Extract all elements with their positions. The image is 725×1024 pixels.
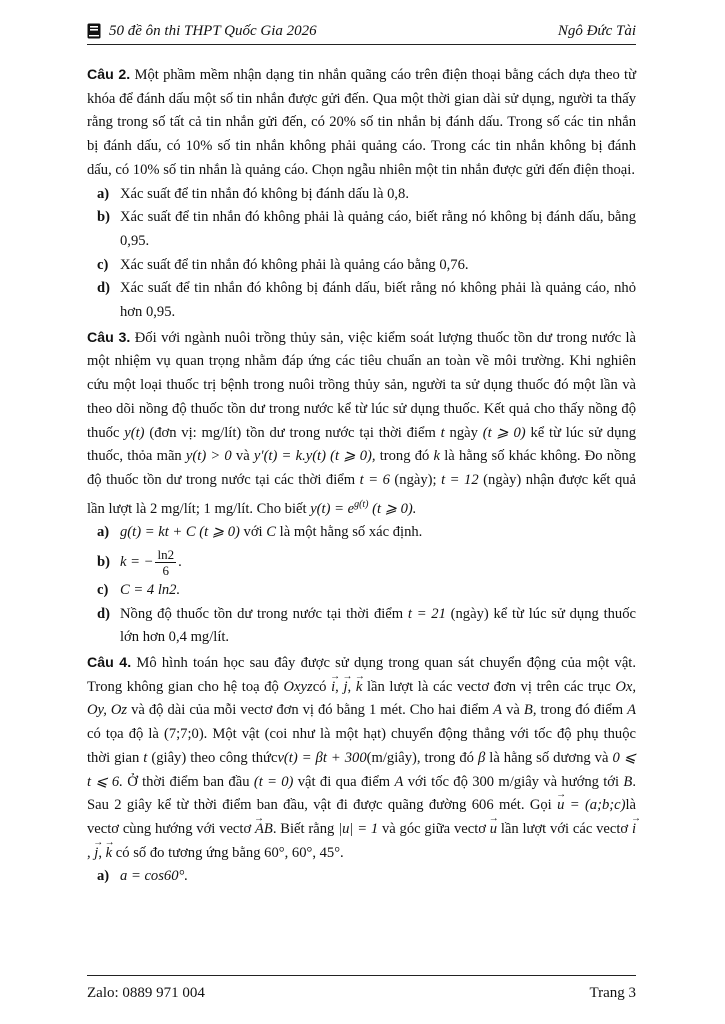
question-2-items	[87, 183, 636, 325]
math-exponent: g(t)	[354, 498, 369, 510]
question-3-text: ngày	[449, 424, 478, 441]
math-expr: Ox, Oy, Oz	[87, 678, 637, 719]
item-text-part: Nồng độ thuốc tồn dư trong nước tại thời điểm	[120, 605, 404, 622]
question-3-text: trong đó	[379, 448, 430, 465]
item-text: Xác suất để tin nhắn đó không phải là quảng cáo, biết rằng nó không bị đánh dấu, bằng 0,95.	[120, 209, 636, 249]
question-2-label: Câu 2.	[87, 67, 131, 83]
book-icon	[87, 23, 101, 39]
math-expr: C = 4 ln2.	[120, 581, 181, 598]
vector-j: → j	[343, 676, 347, 700]
fraction	[155, 547, 176, 578]
question-3-text: Đối với ngành nuôi trồng thủy sản, việc kiểm soát lượng thuốc tồn dư trong nước là một nhiệm vụ quan trọng nhằm đáp ứng các tiêu chuẩn an toàn về môi trường. Khi nghiên cứu một loại thuốc trị bệnh trong nuôi trồng thủy sản, người ta sử dụng thuốc đó một lần và theo dõi nồng độ thuốc tồn dư trong nước kể từ lúc sử dụng thuốc. Kết quả cho thấy nồng độ thuốc	[87, 329, 637, 441]
math-expr: y(t) > 0	[185, 448, 232, 465]
question-4-text: với tốc độ 300 m/giây và hướng tới	[407, 773, 620, 790]
question-4-text: có tọa độ là (7;7;0). Một vật (coi như là một hạt) chuyển động thẳng với tốc độ phụ thuộc thời gian	[87, 726, 636, 766]
item-text-part: (ngày) kể từ lúc sử dụng thuốc lớn hơn 0,4 mg/lít.	[120, 605, 636, 646]
item-label: d)	[97, 605, 110, 622]
math-expr: g(t) = kt + C (t ⩾ 0)	[120, 524, 240, 541]
math-expr: k = −	[120, 553, 154, 570]
math-expr: t = 21	[407, 605, 446, 622]
page-header	[87, 18, 636, 45]
item-text	[120, 545, 636, 579]
question-4-text: và	[506, 702, 520, 719]
math-expr: Oxyz	[283, 678, 313, 695]
item-text-part: với	[243, 524, 263, 541]
vector-k: → k	[106, 842, 112, 866]
item-text-part: .	[178, 553, 182, 570]
math-expr: t	[143, 749, 148, 766]
question-3-text: (ngày);	[394, 471, 437, 488]
vector-j: → j	[94, 842, 98, 866]
question-4-text: (giây) theo công thức	[151, 749, 278, 766]
math-expr: (t ⩾ 0).	[372, 500, 417, 517]
math-expr: A	[394, 773, 404, 790]
page-footer	[87, 975, 636, 1002]
header-author: Ngô Đức Tài	[557, 22, 636, 39]
math-expr: t = 12	[441, 471, 479, 488]
question-4-text: (m/giây), trong đó	[366, 749, 474, 766]
question-2-item-c	[87, 254, 636, 278]
header-title: 50 đề ôn thi THPT Quốc Gia 2026	[109, 22, 317, 39]
fraction-denominator: 6	[162, 563, 170, 579]
vector-ab: → AB	[255, 818, 273, 842]
item-text	[120, 603, 636, 650]
item-label: b)	[97, 553, 110, 570]
question-3-text: (ngày) nhận được kết quả lần lượt là 2 mg/lít; 1 mg/lít. Cho biết	[87, 471, 637, 517]
question-4: Câu 4. Mô hình toán học sau đây được sử dụng trong quan sát chuyển động của một vật. Trong không gian cho hệ toạ độ Oxyzcó → i, → j, → k lần lượt là các vectơ đơn vị trên các trục Ox, Oy, Oz và độ dài của mỗi vectơ đơn vị đó bằng 1 mét. Cho hai điểm A và B, trong đó điểm A có tọa độ là (7;7;0). Một vật (coi như là một hạt) chuyển động thẳng với tốc độ phụ thuộc thời gian t (giây) theo công thứcv(t) = βt + 300(m/giây), trong đó β là hằng số dương và 0 ⩽ t ⩽ 6. Ở thời điểm ban đầu (t = 0) vật đi qua điểm A với tốc độ 300 m/giây và hướng tới B. Sau 2 giây kể từ thời điểm ban đầu, vật đi được quãng đường 606 mét. Gọi → u = (a;b;c)là vectơ cùng hướng với vectơ → AB. Biết rằng |u| = 1 và góc giữa vectơ → u lần lượt với các vectơ → i, → j, → k có số đo tương ứng bằng 60°, 60°, 45°.	[87, 652, 636, 865]
question-4-text: và góc giữa vectơ	[381, 820, 486, 837]
question-3-items	[87, 521, 636, 650]
math-expr: C	[266, 524, 276, 541]
item-text: Xác suất để tin nhắn đó không phải là quảng cáo bằng 0,76.	[120, 256, 469, 273]
question-3-item-d	[87, 603, 636, 650]
math-expr: = (a;b;c)	[569, 797, 626, 814]
question-4-text: . Biết rằng	[272, 820, 335, 837]
question-2-body: Một phầm mềm nhận dạng tin nhắn quãng cáo trên điện thoại bằng cách dựa theo từ khóa để đánh dấu một số tin nhắn được gửi đến. Qua một thời gian dài sử dụng, người ta thấy rằng trong số tất cả tin nhắn gửi đến, có 20% số tin nhắn bị đánh dấu. Trong số các tin nhắn bị đánh dấu, có 10% số tin nhắn không phải quảng cáo. Trong các tin nhắn không bị đánh dấu, có 10% số tin nhắn là quảng cáo. Chọn ngẫu nhiên một tin nhắn được gửi đến điện thoại.	[87, 67, 636, 178]
item-label: c)	[97, 581, 109, 598]
question-4-label: Câu 4.	[87, 655, 132, 672]
question-3-label: Câu 3.	[87, 329, 131, 346]
question-4-items	[87, 865, 636, 889]
vector-u: → u	[557, 794, 564, 818]
question-2-item-d	[87, 277, 636, 324]
question-3-text: kể từ lúc sử dụng thuốc, thỏa mãn	[87, 424, 636, 465]
question-4-text: lần lượt là các vectơ đơn vị trên các trục	[366, 678, 611, 695]
math-expr: t	[440, 424, 445, 441]
question-3-item-c	[87, 579, 636, 603]
math-base: y(t) = e	[310, 500, 355, 517]
math-expr: 0 ⩽ t ⩽ 6.	[87, 749, 636, 790]
question-3-text: và	[235, 448, 250, 465]
question-4-text: . Sau 2 giây kể từ thời điểm ban đầu, vật đi được quãng đường 606 mét. Gọi	[87, 773, 636, 814]
question-4-text: vật đi qua điểm	[297, 773, 391, 790]
vector-k: → k	[356, 676, 362, 700]
item-label: c)	[97, 256, 109, 273]
question-4-text: lần lượt với các vectơ	[500, 820, 629, 837]
math-expr: A	[493, 702, 503, 719]
question-4-text: có số đo tương ứng bằng 60°, 60°, 45°.	[115, 844, 344, 861]
question-4-item-a	[87, 865, 636, 889]
item-text: Xác suất để tin nhắn đó không bị đánh dấu, biết rằng nó không phải là quảng cáo, nhỏ hơn 0,95.	[120, 280, 636, 321]
item-label: d)	[97, 280, 110, 297]
item-text: Xác suất để tin nhắn đó không bị đánh dấu là 0,8.	[120, 185, 409, 202]
math-expr	[310, 498, 369, 517]
question-3-text: là hằng số khác không. Đo nồng độ thuốc tồn dư trong nước tại các thời điểm	[87, 448, 636, 488]
question-3	[87, 327, 636, 521]
question-4-text: , trong đó điểm	[532, 702, 624, 719]
math-expr: A	[627, 702, 637, 719]
item-label: b)	[97, 209, 110, 226]
footer-contact: Zalo: 0889 971 004	[87, 985, 205, 1001]
math-expr: (t ⩾ 0)	[482, 424, 526, 441]
item-text	[120, 521, 636, 545]
math-expr: |u| = 1	[338, 820, 379, 837]
question-4-text: là hằng số dương và	[489, 749, 609, 766]
math-expr: (t = 0)	[253, 773, 294, 790]
header-left	[87, 23, 317, 40]
math-expr: k	[433, 448, 441, 465]
item-text-part: là một hằng số xác định.	[279, 524, 423, 541]
fraction-numerator: ln2	[157, 547, 175, 563]
question-2-item-b	[87, 206, 636, 253]
math-expr: β	[477, 749, 486, 766]
page-content	[87, 64, 636, 889]
question-4-text: có	[312, 678, 327, 695]
footer-page-number: Trang 3	[589, 985, 636, 1001]
question-4-text: Ở thời điểm ban đầu	[127, 773, 250, 790]
item-label: a)	[97, 868, 110, 885]
math-expr: B	[623, 773, 633, 790]
math-expr: y′(t) = k.y(t) (t ⩾ 0),	[253, 448, 376, 465]
question-4-text: và độ dài của mỗi vectơ đơn vị đó bằng 1 mét. Cho hai điểm	[131, 702, 490, 719]
math-expr: B	[523, 702, 533, 719]
question-3-text: (đơn vị: mg/lít) tồn dư trong nước tại thời điểm	[149, 424, 436, 441]
math-expr: v(t) = βt + 300	[277, 749, 367, 766]
vector-i: → i	[632, 818, 636, 842]
question-2	[87, 64, 636, 183]
question-4-text: Mô hình toán học sau đây được sử dụng trong quan sát chuyển động của một vật. Trong không gian cho hệ toạ độ	[87, 655, 636, 695]
question-2-item-a	[87, 183, 636, 207]
vector-u: → u	[490, 818, 497, 842]
item-label: a)	[97, 185, 110, 202]
question-3-item-a	[87, 521, 636, 545]
question-3-item-b	[87, 545, 636, 579]
math-expr: y(t)	[124, 424, 145, 441]
item-label: a)	[97, 524, 110, 541]
math-expr: a = cos60°.	[120, 868, 188, 885]
math-expr: t = 6	[359, 471, 390, 488]
vector-i: → i	[331, 676, 335, 700]
question-4-text: là vectơ cùng hướng với vectơ	[87, 797, 636, 837]
